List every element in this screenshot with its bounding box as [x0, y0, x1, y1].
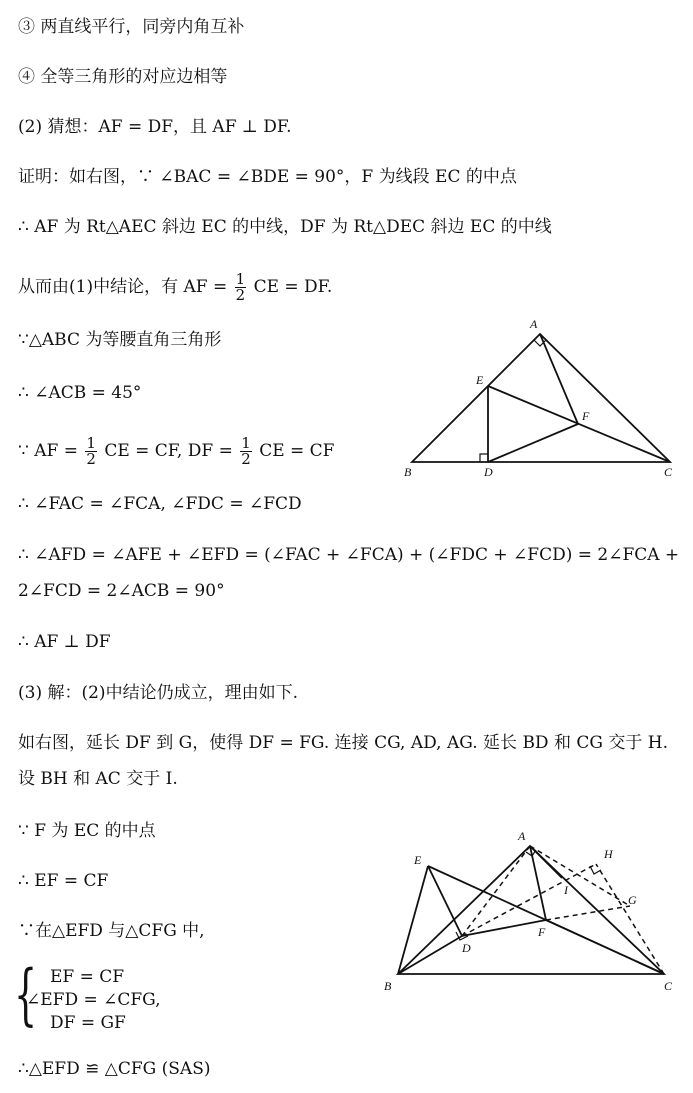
segment-bd [398, 936, 462, 974]
label-c2: C [664, 979, 673, 993]
fraction-den-3: 2 [241, 450, 251, 468]
label-d2: D [462, 941, 471, 955]
conclusion-text-a: 从而由(1)中结论，有 AF = [18, 277, 228, 297]
segment-df-2 [462, 920, 546, 936]
segment-ad [462, 846, 530, 936]
segment-af-2 [530, 846, 546, 920]
label-c1: C [664, 465, 673, 479]
segment-df [488, 424, 578, 462]
af-text: ∵ AF = [18, 441, 78, 461]
segment-be [398, 866, 428, 974]
equal-angles: ∴ ∠FAC = ∠FCA, ∠FDC = ∠FCD [18, 494, 302, 514]
fraction-num: 1 [235, 270, 246, 288]
construction-1: 如右图，延长 DF 到 G，使得 DF = FG. 连接 CG, AD, AG. 延长 BD 和 CG 交于 H. [18, 733, 668, 753]
label-a2: A [518, 829, 526, 843]
segment-ed-2 [428, 866, 462, 936]
fraction-half [235, 272, 247, 303]
label-g2: G [628, 893, 637, 907]
system-line-2: ∠EFD = ∠CFG, [26, 990, 161, 1010]
fraction-den-2: 2 [86, 450, 96, 468]
conclusion-from-1 [18, 272, 332, 303]
reason-4: ④ 全等三角形的对应边相等 [18, 67, 228, 87]
median-statement: ∴ AF 为 Rt△AEC 斜边 EC 的中线，DF 为 Rt△DEC 斜边 EC 的中线 [18, 217, 552, 237]
isosceles-right: ∵△ABC 为等腰直角三角形 [18, 330, 222, 350]
label-f2: F [538, 925, 546, 939]
label-b1: B [404, 465, 412, 479]
right-angle-d2 [456, 932, 468, 940]
triangle-abc-2 [398, 846, 664, 974]
ce-cf-df-text: CE = CF, DF = [104, 441, 233, 461]
label-a1: A [530, 317, 538, 331]
segment-ai [530, 846, 562, 878]
right-angle-a2 [526, 850, 536, 856]
fraction-half-3 [240, 436, 252, 467]
fraction-num-3: 1 [241, 434, 251, 452]
label-e1: E [476, 373, 484, 387]
conjecture: (2) 猜想：AF = DF，且 AF ⊥ DF. [18, 117, 292, 137]
system-brace: { [14, 956, 38, 1033]
reason-3: ③ 两直线平行，同旁内角互补 [18, 17, 245, 37]
ef-eq-cf: ∴ EF = CF [18, 871, 109, 891]
angle-afd-sum: ∴ ∠AFD = ∠AFE + ∠EFD = (∠FAC + ∠FCA) + (∠FDC + ∠FCD) = 2∠FCA + [18, 545, 680, 565]
label-f1: F [582, 409, 590, 423]
right-angle-h [590, 866, 601, 874]
segment-fg [546, 906, 630, 920]
segment-dh [462, 864, 596, 936]
af-cf-df [18, 436, 334, 467]
fraction-half-2 [85, 436, 97, 467]
ce-cf-text: CE = CF [259, 441, 335, 461]
congruence: ∴△EFD ≌ △CFG (SAS) [18, 1059, 211, 1079]
triangle-abc [412, 334, 670, 462]
segment-ec-2 [428, 866, 664, 974]
figure-2 [398, 846, 664, 974]
right-angle-a [534, 340, 546, 346]
proof-start: 证明：如右图，∵ ∠BAC = ∠BDE = 90°，F 为线段 EC 的中点 [18, 167, 517, 187]
part3-intro: (3) 解：(2)中结论仍成立，理由如下. [18, 683, 298, 703]
segment-ch [596, 864, 664, 974]
angle-afd-result: 2∠FCD = 2∠ACB = 90° [18, 581, 225, 601]
construction-2: 设 BH 和 AC 交于 I. [18, 769, 178, 789]
label-h2: H [604, 847, 613, 861]
f-midpoint: ∵ F 为 EC 的中点 [18, 821, 156, 841]
angle-acb: ∴ ∠ACB = 45° [18, 383, 142, 403]
system-line-1: EF = CF [50, 967, 125, 987]
segment-fc [546, 920, 664, 974]
segment-af [540, 334, 578, 424]
label-e2: E [414, 853, 422, 867]
label-b2: B [384, 979, 392, 993]
label-d1: D [484, 465, 493, 479]
right-angle-d [480, 454, 488, 462]
segment-ag [530, 846, 630, 906]
fraction-num-2: 1 [86, 434, 96, 452]
segment-ec [488, 386, 670, 462]
in-triangles: ∵在△EFD 与△CFG 中, [18, 921, 205, 941]
fraction-den: 2 [235, 286, 246, 304]
label-i2: I [564, 883, 568, 897]
af-perp-df: ∴ AF ⊥ DF [18, 632, 111, 652]
conclusion-text-b: CE = DF. [253, 277, 333, 297]
system-line-3: DF = GF [50, 1013, 126, 1033]
